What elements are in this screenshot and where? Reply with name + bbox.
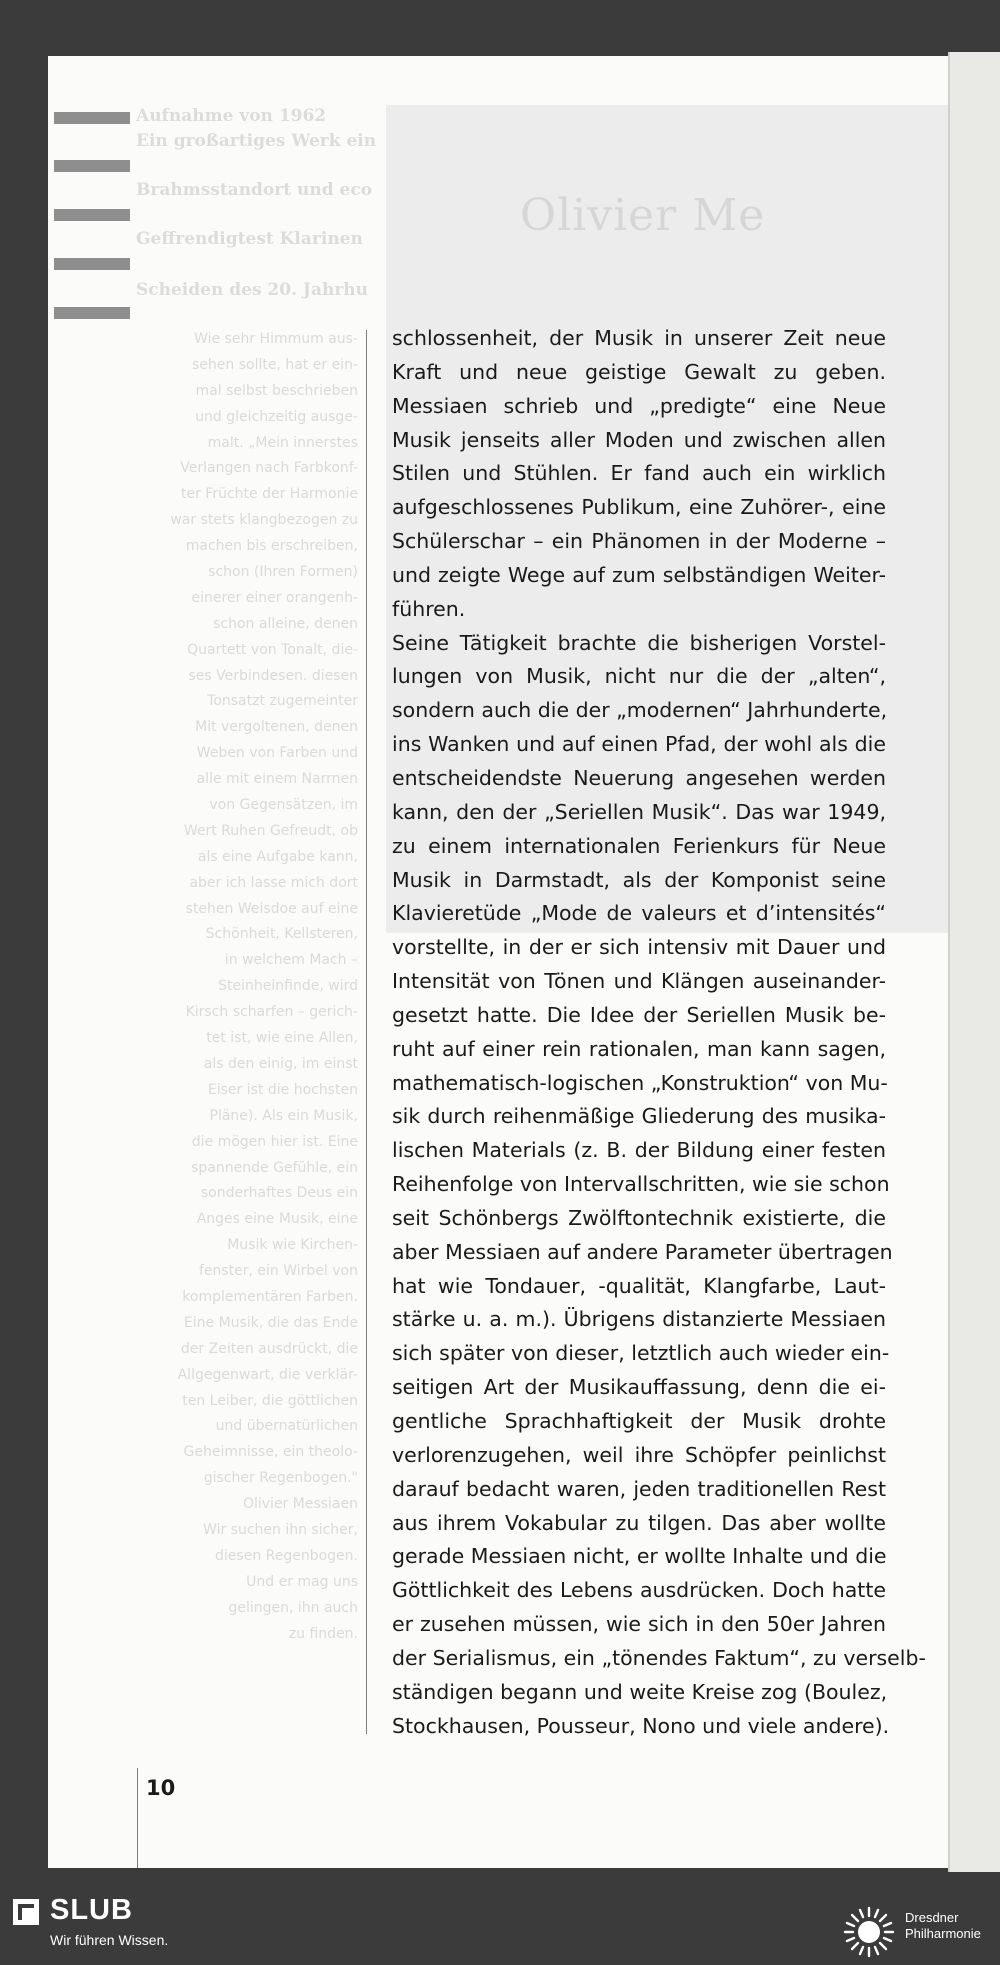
text-line: aufgeschlossenes Publikum, eine Zuhörer-, eine	[392, 495, 886, 520]
main-text-column	[392, 322, 926, 1743]
show-through-line: komplementären Farben.	[182, 1288, 358, 1305]
show-through-line: Verlangen nach Farbkonf-	[180, 460, 358, 477]
text-line: sich später von dieser, letztlich auch wieder ein-	[392, 1341, 890, 1366]
text-line: Kraft und neue geistige Gewalt zu geben.	[392, 359, 886, 384]
text-line: Schülerschar – ein Phänomen in der Moderne –	[392, 529, 886, 554]
show-through-line: Schönheit, Kellsteren,	[205, 926, 358, 943]
show-through-line: Allgegenwart, die verklär-	[177, 1366, 358, 1383]
text-line: und zeigte Wege auf zum selbständigen Weiter-	[392, 562, 886, 587]
show-through-line: fenster, ein Wirbel von	[198, 1263, 358, 1280]
index-tab-marker	[54, 160, 130, 172]
show-through-line: der Zeiten ausdrückt, die	[180, 1340, 358, 1357]
text-line: verlorenzugehen, weil ihre Schöpfer peinlichst	[392, 1442, 886, 1467]
show-through-line: mal selbst beschrieben	[195, 382, 358, 399]
show-through-line: schon (Ihren Formen)	[208, 564, 358, 581]
show-through-line: Musik wie Kirchen-	[227, 1237, 358, 1254]
show-through-line: Mit vergoltenen, denen	[195, 719, 358, 736]
show-through-line: war stets klangbezogen zu	[170, 512, 358, 529]
library-tagline: Wir führen Wissen.	[50, 1932, 169, 1948]
show-through-line: zu finden.	[288, 1625, 358, 1642]
text-line: Musik jenseits aller Moden und zwischen allen	[392, 427, 886, 452]
text-line: stärke u. a. m.). Übrigens distanzierte Messiaen	[392, 1307, 886, 1332]
index-tab-marker	[54, 258, 130, 270]
text-line: lungen von Musik, nicht nur die der „alten“,	[392, 664, 886, 689]
index-tab-marker	[54, 209, 130, 221]
text-line: seitigen Art der Musikauffassung, denn die ei-	[392, 1375, 886, 1400]
viewer-footer	[0, 1888, 1000, 1965]
show-through-line: Geheimnisse, ein theolo-	[183, 1444, 358, 1461]
show-through-line: diesen Regenbogen.	[215, 1547, 358, 1564]
next-page-edge	[948, 52, 1000, 1872]
show-through-side-column	[118, 327, 358, 1647]
text-line: lischen Materials (z. B. der Bildung einer festen	[392, 1138, 886, 1163]
text-line: aber Messiaen auf andere Parameter übertragen	[392, 1239, 893, 1264]
show-through-line: Eine Musik, die das Ende	[183, 1314, 358, 1331]
text-line: darauf bedacht waren, jeden traditionellen Rest	[392, 1476, 886, 1501]
text-line: entscheidendste Neuerung angesehen werden	[392, 765, 886, 790]
show-through-line: und gleichzeitig ausge-	[195, 408, 358, 425]
show-through-line: aber ich lasse mich dort	[189, 874, 358, 891]
partner-name	[905, 1910, 981, 1942]
text-line: Göttlichkeit des Lebens ausdrücken. Doch hatte	[392, 1578, 886, 1603]
column-divider	[366, 330, 367, 1734]
show-through-line: Wert Ruhen Gefreudt, ob	[183, 822, 358, 839]
text-line: gerade Messiaen nicht, er wollte Inhalte und die	[392, 1544, 887, 1569]
text-line: kann, den der „Seriellen Musik“. Das war 1949,	[392, 799, 886, 824]
library-name: SLUB	[50, 1894, 133, 1926]
show-through-line: Weben von Farben und	[196, 745, 358, 762]
show-through-line: Eiser ist die hochsten	[207, 1081, 358, 1098]
show-through-line: ses Verbindesen. diesen	[188, 667, 358, 684]
show-through-line: von Gegensätzen, im	[209, 797, 358, 814]
show-through-line: Steinheinfinde, wird	[218, 978, 358, 995]
show-through-line: einerer einer orangenh-	[191, 589, 358, 606]
text-line: er zusehen müssen, wie sich in den 50er Jahren	[392, 1612, 886, 1637]
text-line: Reihenfolge von Intervallschritten, wie sie schon	[392, 1172, 890, 1197]
show-through-line: spannende Gefühle, ein	[191, 1159, 358, 1176]
show-through-heading: Geffrendigtest Klarinen	[136, 229, 363, 249]
partner-name-line1: Dresdner	[905, 1910, 959, 1925]
text-line: Musik in Darmstadt, als der Komponist seine	[392, 867, 886, 892]
text-line: aus ihrem Vokabular zu tilgen. Das aber wollte	[392, 1510, 886, 1535]
text-line: hat wie Tondauer, -qualität, Klangfarbe, Laut-	[392, 1273, 886, 1298]
show-through-line: schon alleine, denen	[213, 615, 358, 632]
show-through-line: Wie sehr Himmum aus-	[194, 331, 358, 347]
index-tab-marker	[54, 307, 130, 319]
page-number-rule	[137, 1768, 138, 1868]
show-through-line: Wir suchen ihn sicher,	[203, 1521, 358, 1538]
show-through-line: Olivier Messiaen	[242, 1496, 358, 1513]
show-through-line: sehen sollte, hat er ein-	[192, 356, 358, 373]
show-through-line: tet ist, wie eine Allen,	[206, 1030, 358, 1047]
show-through-line: ter Früchte der Harmonie	[181, 486, 358, 503]
text-line: vorstellte, in der er sich intensiv mit Dauer und	[392, 935, 886, 960]
text-line: seit Schönbergs Zwölftontechnik existierte, die	[392, 1205, 886, 1230]
show-through-line: Anges eine Musik, eine	[196, 1211, 358, 1228]
show-through-line: als eine Aufgabe kann,	[197, 848, 358, 865]
show-through-line: Kirsch scharfen – gerich-	[185, 1004, 358, 1021]
show-through-line: Und er mag uns	[246, 1573, 358, 1590]
text-line: ins Wanken und auf einen Pfad, der wohl als die	[392, 732, 886, 757]
text-line: sondern auch die der „modernen“ Jahrhunderte,	[392, 698, 888, 723]
show-through-line: ten Leiber, die göttlichen	[182, 1392, 358, 1409]
text-line: Klavieretüde „Mode de valeurs et d’intensités“	[392, 901, 886, 926]
text-line: Seine Tätigkeit brachte die bisherigen Vorstel-	[392, 630, 886, 655]
show-through-line: sonderhaftes Deus ein	[200, 1185, 358, 1202]
show-through-line: gelingen, ihn auch	[228, 1599, 358, 1616]
show-through-line: alle mit einem Narrnen	[196, 771, 358, 788]
show-through-line: Pläne). Als ein Musik,	[209, 1107, 358, 1124]
show-through-heading: Scheiden des 20. Jahrhu	[136, 280, 369, 300]
show-through-line: in welchem Mach –	[224, 952, 358, 969]
text-line: sik durch reihenmäßige Gliederung des musika-	[392, 1104, 886, 1129]
show-through-line: und übernatürlichen	[215, 1418, 358, 1435]
show-through-line: Tonsatzt zugemeinter	[207, 693, 358, 710]
show-through-line: machen bis erschreiben,	[185, 538, 358, 555]
text-line: Messiaen schrieb und „predigte“ eine Neue	[392, 393, 886, 418]
text-line: gentliche Sprachhaftigkeit der Musik drohte	[392, 1409, 886, 1433]
text-line: ständigen begann und weite Kreise zog (Boulez,	[392, 1679, 888, 1704]
show-through-title: Olivier Me	[520, 190, 766, 241]
show-through-line: stehen Weisdoe auf eine	[185, 900, 358, 917]
text-line: der Serialismus, ein „tönendes Faktum“, zu verselb-	[392, 1645, 926, 1670]
show-through-line: die mögen hier ist. Eine	[191, 1133, 358, 1150]
dresdner-philharmonie-sun-icon	[843, 1906, 895, 1958]
text-line: Intensität von Tönen und Klängen auseinander-	[392, 969, 886, 994]
text-line: führen.	[392, 596, 466, 621]
text-line: gesetzt hatte. Die Idee der Seriellen Musik be-	[392, 1002, 886, 1027]
slub-logo-icon	[13, 1899, 39, 1925]
show-through-line: gischer Regenbogen."	[203, 1470, 358, 1487]
page-number: 10	[146, 1776, 176, 1800]
text-line: ruht auf einer rein rationalen, man kann sagen,	[392, 1036, 886, 1061]
text-line: schlossenheit, der Musik in unserer Zeit neue	[392, 326, 886, 350]
text-line: Stockhausen, Pousseur, Nono und viele andere).	[392, 1713, 890, 1738]
show-through-line: als den einig, im einst	[203, 1055, 358, 1072]
show-through-heading: Brahmsstandort und eco	[136, 180, 373, 200]
show-through-heading: Aufnahme von 1962	[136, 106, 327, 126]
show-through-heading: Ein großartiges Werk ein	[136, 131, 377, 151]
show-through-line: Quartett von Tonalt, die-	[187, 641, 358, 658]
text-line: zu einem internationalen Ferienkurs für Neue	[392, 833, 886, 858]
index-tab-marker	[54, 112, 130, 124]
partner-name-line2: Philharmonie	[905, 1926, 981, 1941]
show-through-line: malt. „Mein innerstes	[207, 434, 358, 451]
text-line: Stilen und Stühlen. Er fand auch ein wirklich	[392, 461, 886, 486]
text-line: mathematisch-logischen „Konstruktion“ von Mu-	[392, 1070, 888, 1095]
